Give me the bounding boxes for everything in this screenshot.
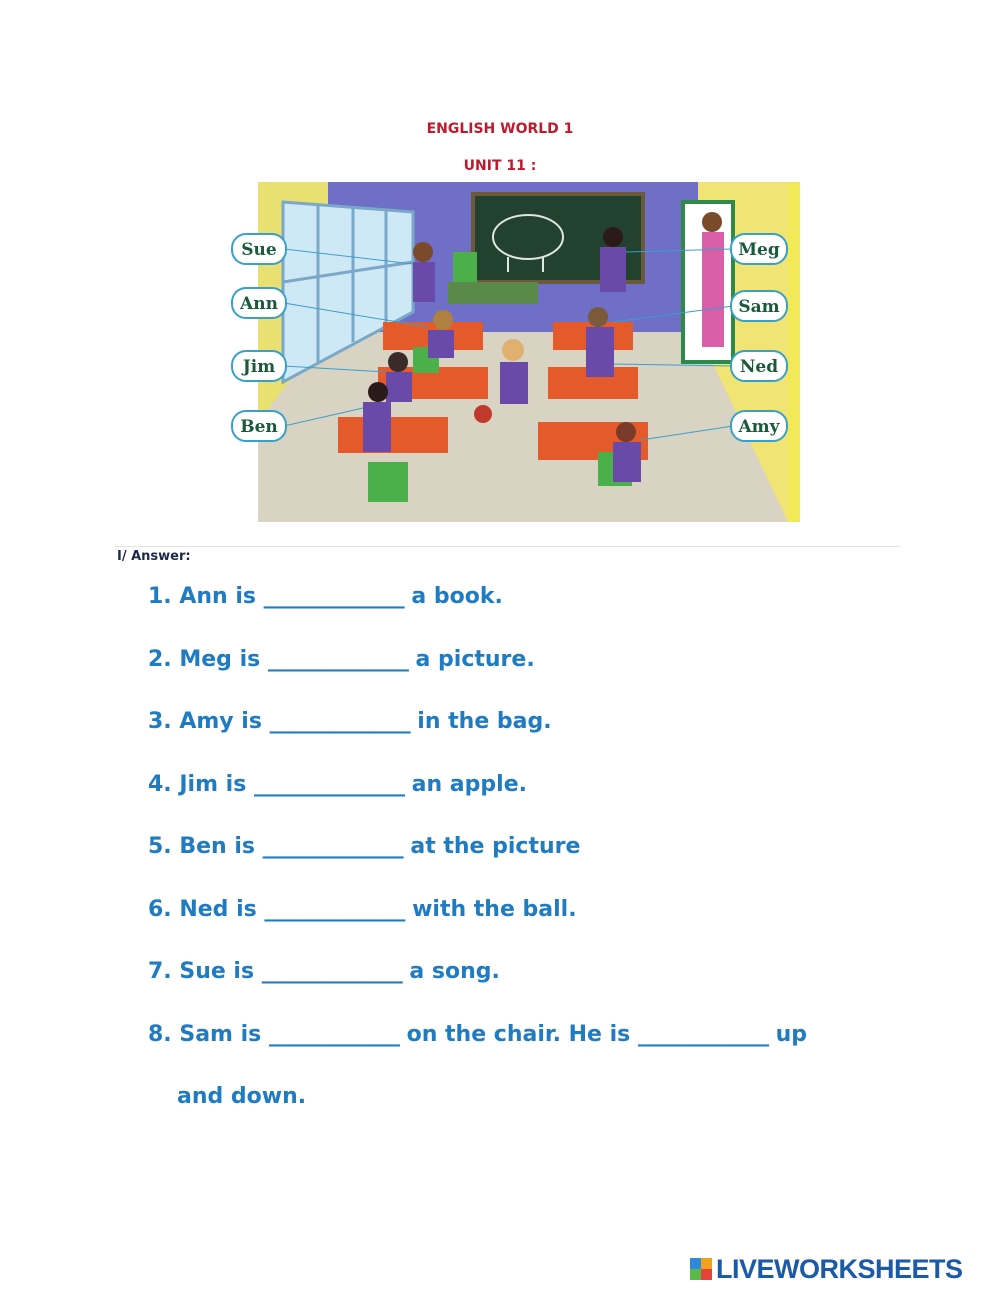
question-start: Sam is bbox=[179, 1022, 262, 1047]
divider bbox=[115, 546, 900, 547]
question-6 bbox=[148, 897, 577, 922]
section-label: I/ Answer: bbox=[117, 549, 191, 564]
question-start: Jim is bbox=[179, 772, 247, 797]
name-tag-ned bbox=[731, 351, 787, 381]
liveworksheets-logo bbox=[690, 1254, 963, 1284]
answer-blank[interactable]: ______________ bbox=[264, 897, 405, 922]
question-8 bbox=[148, 1022, 807, 1047]
name-tag-sue bbox=[232, 234, 286, 264]
name-tag-label: Ned bbox=[739, 357, 779, 377]
question-start: Ben is bbox=[179, 834, 255, 859]
question-start: Amy is bbox=[179, 709, 262, 734]
question-end: at the picture bbox=[410, 834, 581, 859]
answer-blank[interactable]: _____________ bbox=[268, 1022, 399, 1047]
question-number: 6. bbox=[148, 897, 172, 922]
answer-blank[interactable]: _______________ bbox=[253, 772, 404, 797]
worksheet-title: ENGLISH WORLD 1 bbox=[426, 121, 574, 137]
question-end: a book. bbox=[411, 584, 503, 609]
name-tag-label: Ann bbox=[240, 294, 278, 314]
name-tag-label: Meg bbox=[738, 240, 780, 260]
name-tag-ann bbox=[232, 288, 286, 318]
name-tag-label: Amy bbox=[738, 417, 780, 437]
name-tag-sam bbox=[731, 291, 787, 321]
answer-blank[interactable]: ______________ bbox=[261, 959, 402, 984]
question-end: in the bag. bbox=[417, 709, 552, 734]
question-start: Ann is bbox=[179, 584, 256, 609]
question-number: 7. bbox=[148, 959, 172, 984]
question-end: an apple. bbox=[411, 772, 527, 797]
question-number: 5. bbox=[148, 834, 172, 859]
name-tag-label: Sam bbox=[738, 297, 780, 317]
question-1 bbox=[148, 584, 503, 609]
question-8-continuation: and down. bbox=[177, 1084, 307, 1109]
classroom-illustration bbox=[228, 182, 800, 522]
question-middle: on the chair. He is bbox=[406, 1022, 631, 1047]
question-3 bbox=[148, 709, 552, 734]
name-tag-label: Ben bbox=[240, 417, 278, 437]
question-number: 2. bbox=[148, 647, 172, 672]
name-tag-label: Jim bbox=[242, 357, 276, 377]
question-start: Sue is bbox=[179, 959, 255, 984]
question-end: a picture. bbox=[415, 647, 535, 672]
unit-title: UNIT 11 : bbox=[463, 158, 537, 174]
logo-mark-icon bbox=[690, 1258, 712, 1280]
name-tag-meg bbox=[731, 234, 787, 264]
name-tag-ben bbox=[232, 411, 286, 441]
name-tag-jim bbox=[232, 351, 286, 381]
question-end: up bbox=[775, 1022, 808, 1047]
question-2 bbox=[148, 647, 535, 672]
name-tag-label: Sue bbox=[241, 240, 277, 260]
question-start: Ned is bbox=[179, 897, 257, 922]
answer-blank[interactable]: ______________ bbox=[263, 584, 404, 609]
logo-wordmark: LIVEWORKSHEETS bbox=[716, 1253, 963, 1284]
question-number: 1. bbox=[148, 584, 172, 609]
answer-blank[interactable]: ______________ bbox=[262, 834, 403, 859]
question-end: with the ball. bbox=[412, 897, 577, 922]
question-number: 3. bbox=[148, 709, 172, 734]
question-number: 8. bbox=[148, 1022, 172, 1047]
question-4 bbox=[148, 772, 527, 797]
question-5 bbox=[148, 834, 580, 859]
name-tag-amy bbox=[731, 411, 787, 441]
answer-blank-2[interactable]: _____________ bbox=[637, 1022, 768, 1047]
answer-blank[interactable]: ______________ bbox=[269, 709, 410, 734]
question-number: 4. bbox=[148, 772, 172, 797]
question-7 bbox=[148, 959, 500, 984]
answer-blank[interactable]: ______________ bbox=[267, 647, 408, 672]
question-end: a song. bbox=[409, 959, 500, 984]
question-start: Meg is bbox=[179, 647, 261, 672]
